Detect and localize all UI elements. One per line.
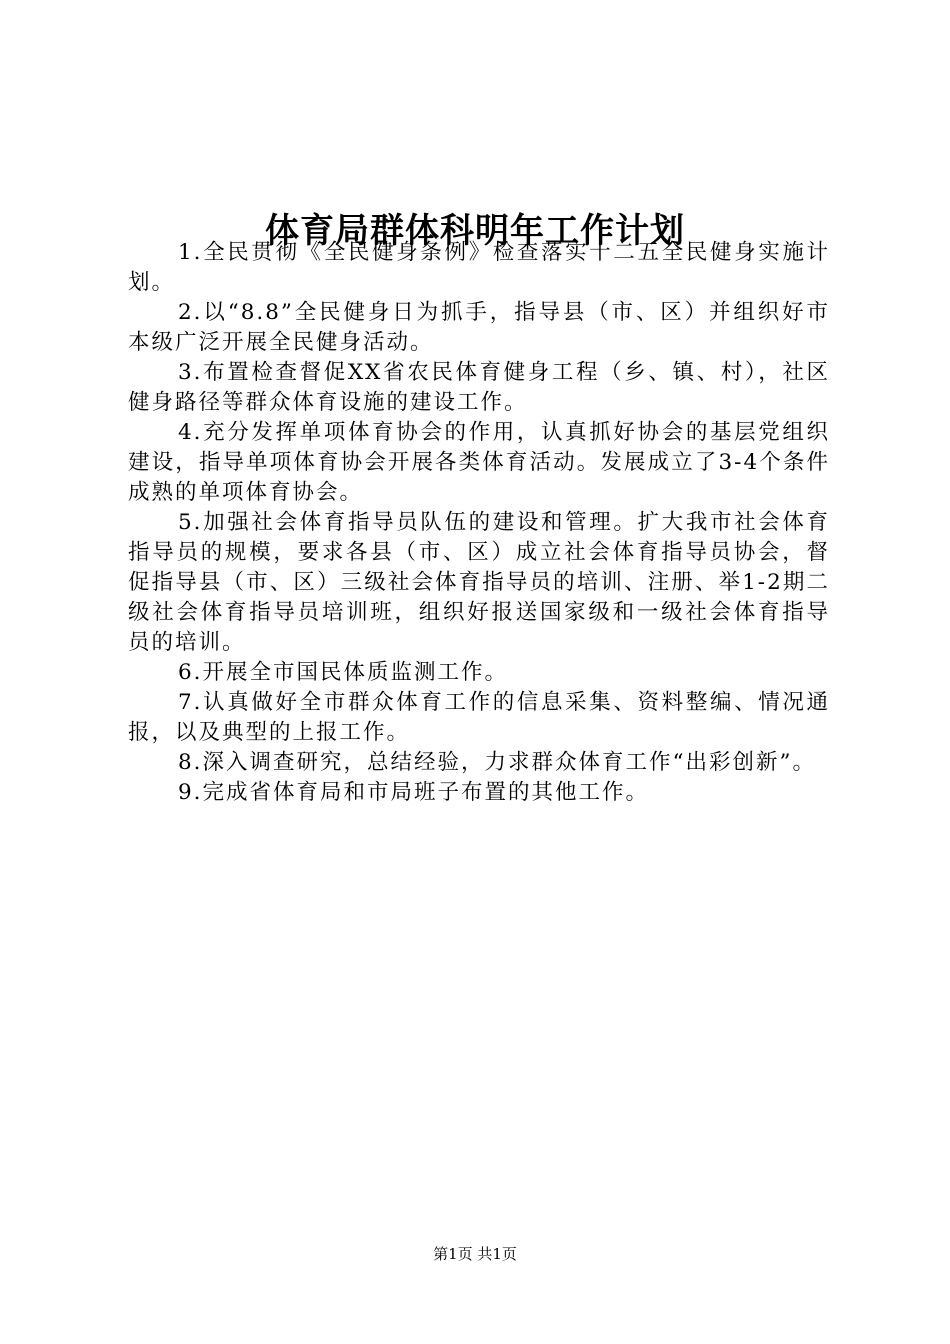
paragraph-6: 6.开展全市国民体质监测工作。 [178, 660, 509, 685]
paragraph-8: 8.深入调查研究，总结经验，力求群众体育工作“出彩创新”。 [178, 750, 816, 775]
paragraph-1: 1.全民贯彻《全民健身条例》检查落实十二五全民健身实施计划。 [128, 240, 830, 295]
document-title: 体育局群体科明年工作计划 [265, 210, 685, 251]
paragraph-4: 4.充分发挥单项体育协会的作用，认真抓好协会的基层党组织建设，指导单项体育协会开展各类体育活动。发展成立了3-4个条件成熟的单项体育协会。 [128, 420, 830, 505]
paragraph-5: 5.加强社会体育指导员队伍的建设和管理。扩大我市社会体育指导员的规模，要求各县（市、区）成立社会体育指导员协会，督促指导县（市、区）三级社会体育指导员的培训、注册、举1-2期二级社会体育指导员培训班，组织好报送国家级和一级社会体育指导员的培训。 [128, 510, 830, 655]
paragraph-9: 9.完成省体育局和市局班子布置的其他工作。 [178, 780, 650, 805]
paragraph-2: 2.以“8.8”全民健身日为抓手，指导县（市、区）并组织好市本级广泛开展全民健身活动。 [128, 300, 830, 355]
document-body [128, 238, 830, 808]
paragraph-3: 3.布置检查督促XX省农民体育健身工程（乡、镇、村），社区健身路径等群众体育设施的建设工作。 [128, 360, 830, 415]
paragraph-7: 7.认真做好全市群众体育工作的信息采集、资料整编、情况通报，以及典型的上报工作。 [128, 690, 830, 745]
page-footer: 第1页 共1页 [433, 1245, 517, 1263]
